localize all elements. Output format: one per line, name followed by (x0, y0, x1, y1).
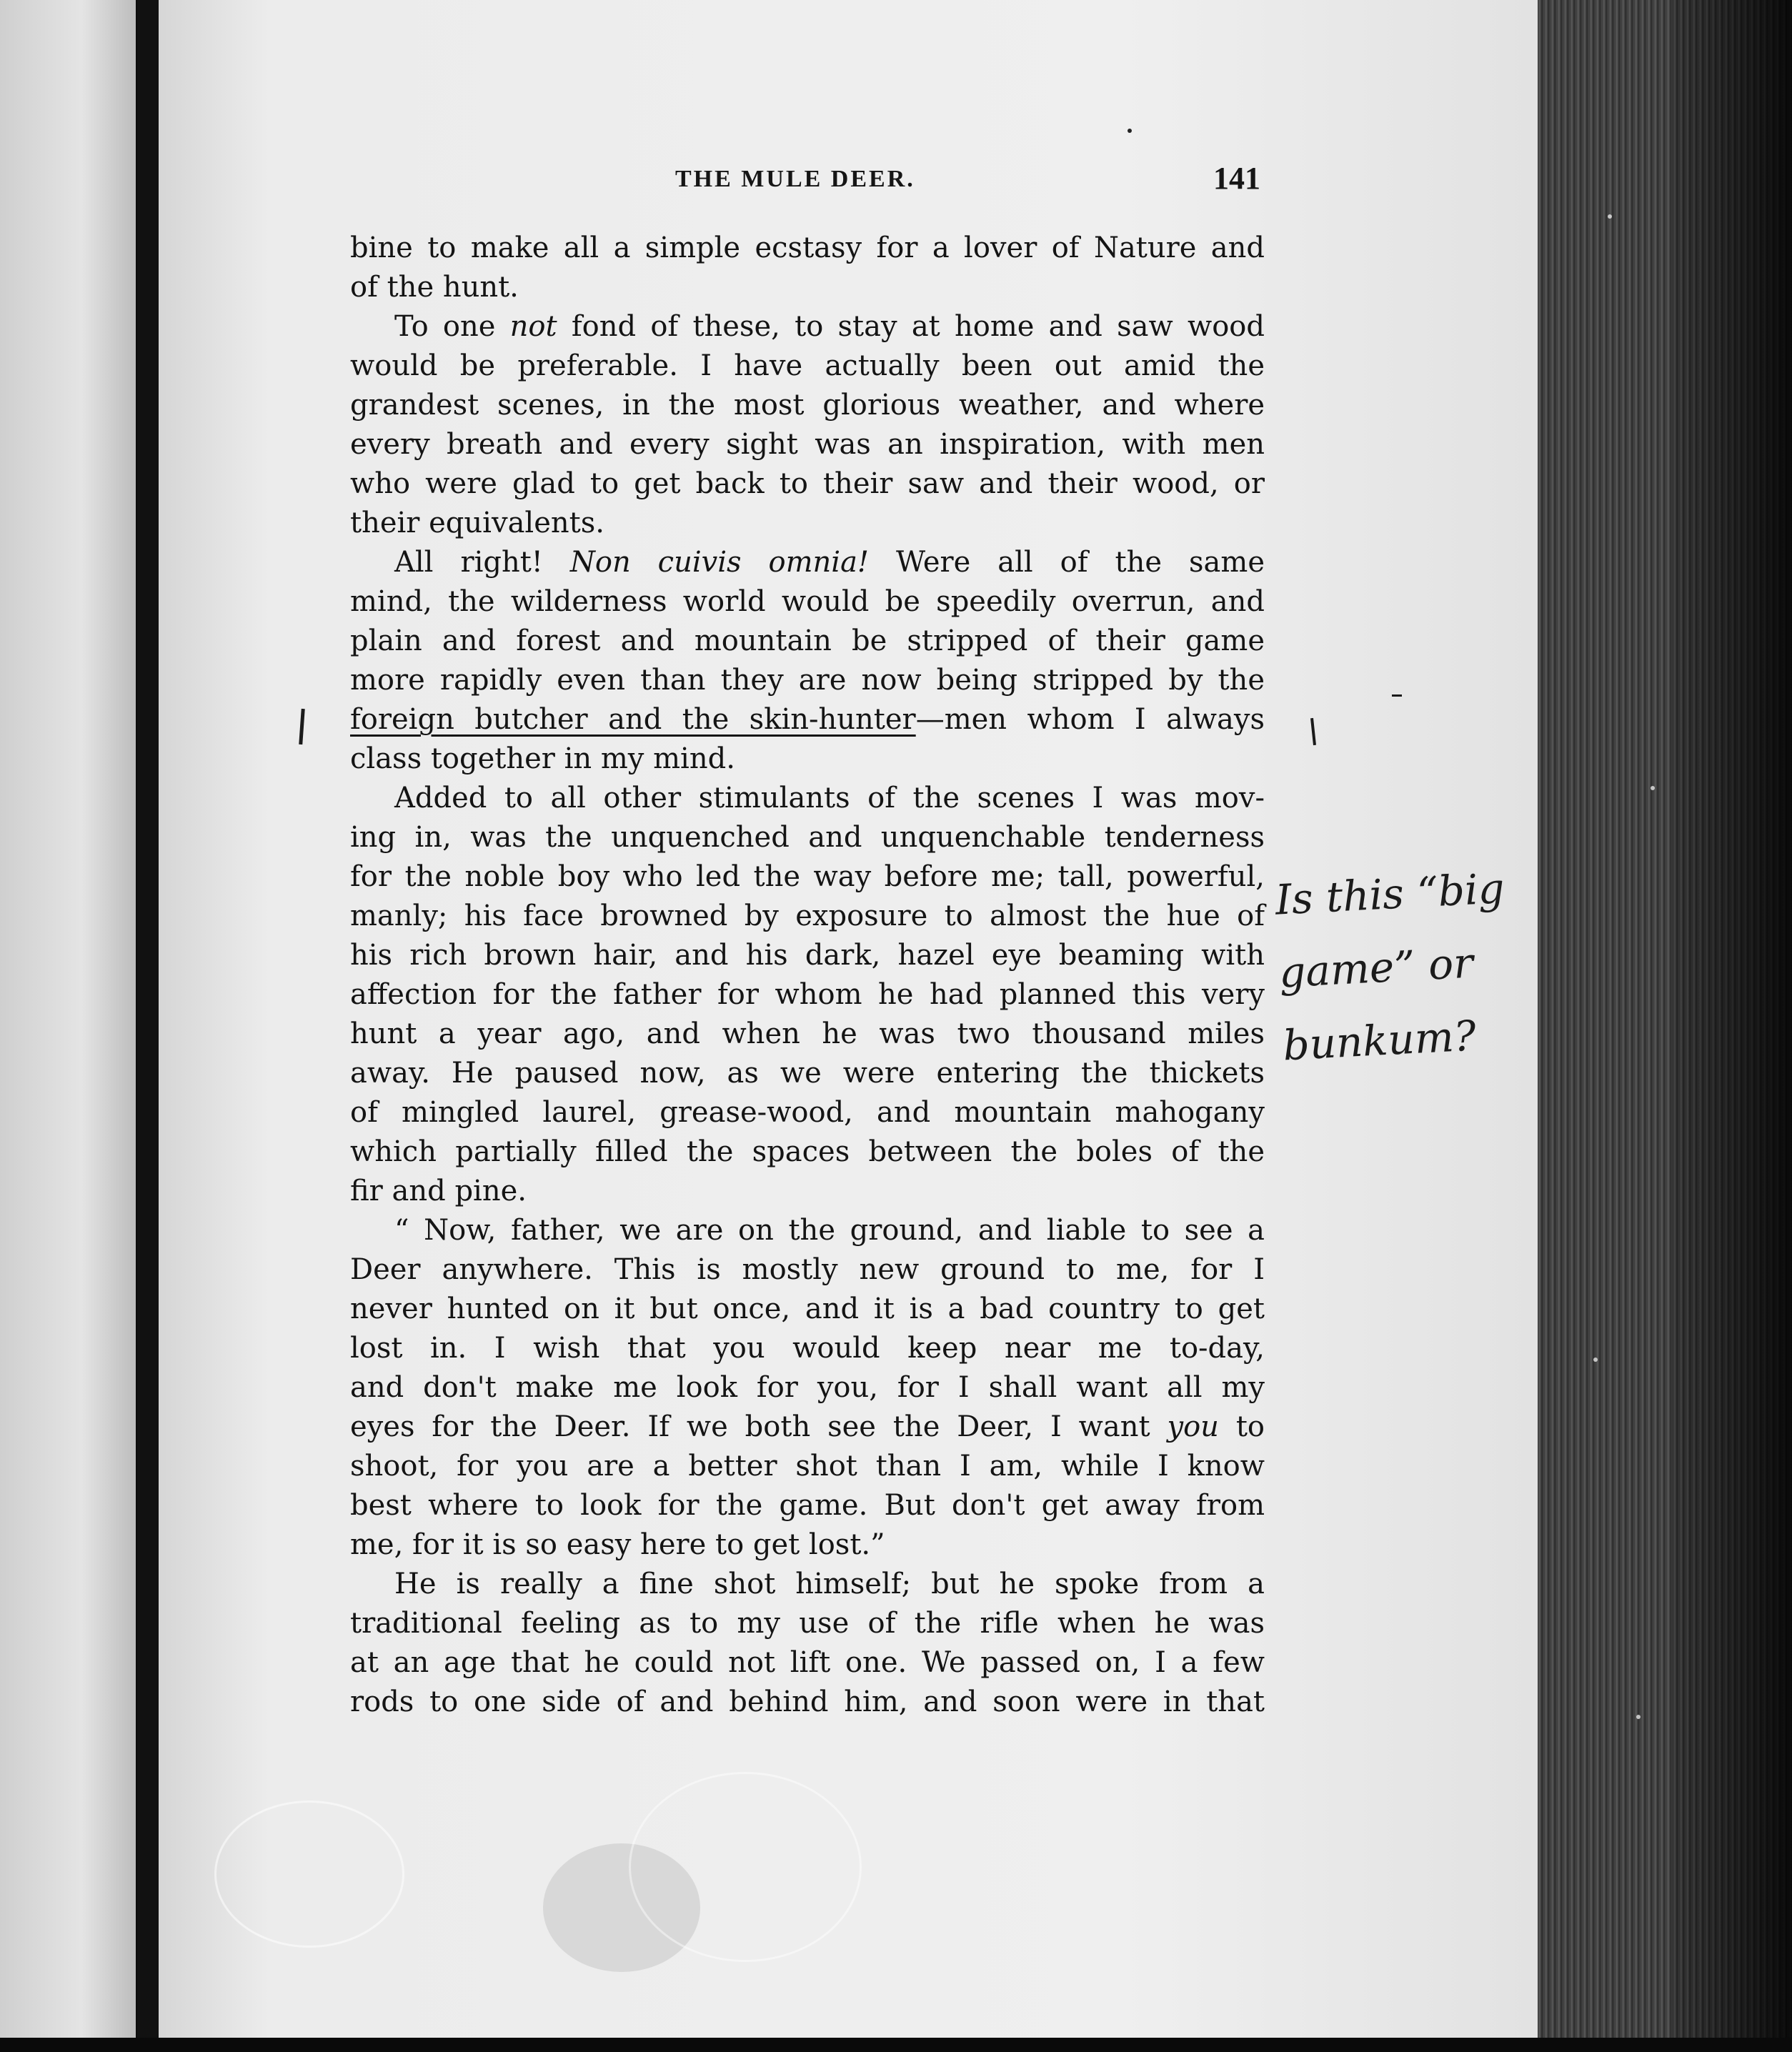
italic-word: not (509, 310, 557, 343)
text-line: best where to look for the game. But don't get away from (350, 1489, 1265, 1522)
text-line: shoot, for you are a better shot than I am, while I know (350, 1450, 1265, 1483)
text-line: class together in my mind. (350, 742, 735, 775)
text-line (350, 700, 1265, 739)
underlined-phrase: foreign butcher and the skin-hunter (350, 703, 916, 736)
text-line: eyes for the Deer. If we both see the Deer, I want you to (350, 1410, 1265, 1443)
text-line: He is really a fine shot himself; but he spoke from a (394, 1568, 1265, 1600)
text-line: grandest scenes, in the most glorious weather, and where (350, 389, 1265, 422)
text-line: traditional feeling as to my use of the rifle when he was (350, 1607, 1265, 1640)
note-line: Is this “big (1274, 864, 1506, 925)
text-line: Added to all other stimulants of the scenes I was mov- (394, 782, 1265, 815)
text-line: plain and forest and mountain be stripped of their game (350, 624, 1265, 657)
ink-speck (1128, 129, 1132, 133)
dust-speck (1636, 1715, 1641, 1719)
italic-phrase: Non cuivis omnia! (569, 546, 870, 579)
scratch-mark (214, 1801, 404, 1948)
text-line: manly; his face browned by exposure to almost the hue of (350, 900, 1265, 932)
note-line: game” or (1278, 938, 1475, 997)
text-line: of the hunt. (350, 271, 519, 304)
text-line: for the noble boy who led the way before me; tall, powerful, (350, 860, 1265, 893)
text-line: hunt a year ago, and when he was two thousand miles (350, 1017, 1265, 1050)
scan-bottom-edge (0, 2038, 1792, 2052)
text-line: fir and pine. (350, 1175, 527, 1207)
dust-speck (1593, 1358, 1598, 1362)
text-line: bine to make all a simple ecstasy for a lover of Nature and (350, 231, 1265, 264)
text-line: and don't make me look for you, for I shall want all my (350, 1371, 1265, 1404)
fore-edge-shadow (1672, 0, 1792, 2052)
italic-word: you (1167, 1410, 1219, 1443)
text-line: of mingled laurel, grease-wood, and mountain mahogany (350, 1096, 1265, 1129)
text-line: ing in, was the unquenched and unquenchable tenderness (350, 821, 1265, 854)
text-line: never hunted on it but once, and it is a bad country to get (350, 1293, 1265, 1325)
text-run: —men whom I always (915, 703, 1265, 736)
text-line: mind, the wilderness world would be speedily overrun, and (350, 585, 1265, 618)
text-line: lost in. I wish that you would keep near me to-day, (350, 1332, 1265, 1365)
text-line: which partially filled the spaces between the boles of the (350, 1135, 1265, 1168)
body-text (350, 229, 1265, 1722)
running-head: THE MULE DEER. (675, 166, 915, 192)
note-line: bunkum? (1281, 1011, 1478, 1070)
book-gutter (137, 0, 159, 2052)
text-line: me, for it is so easy here to get lost.” (350, 1528, 885, 1561)
text-line: rods to one side of and behind him, and soon were in that (350, 1685, 1265, 1718)
text-line: more rapidly even than they are now being stripped by the (350, 664, 1265, 697)
scratch-mark (629, 1772, 862, 1962)
text-line: Deer anywhere. This is mostly new ground to me, for I (350, 1253, 1265, 1286)
text-line: To one not fond of these, to stay at home and saw wood (394, 310, 1265, 343)
text-line: All right! Non cuivis omnia! Were all of the same (394, 546, 1265, 579)
handwritten-margin-note (1273, 852, 1520, 1082)
text-line: who were glad to get back to their saw and their wood, or (350, 467, 1265, 500)
text-line: his rich brown hair, and his dark, hazel eye beaming with (350, 939, 1265, 972)
page-number: 141 (1213, 161, 1260, 196)
text-line: every breath and every sight was an inspiration, with men (350, 428, 1265, 461)
text-line: would be preferable. I have actually been out amid the (350, 349, 1265, 382)
dust-speck (1651, 786, 1655, 790)
dust-speck (1608, 214, 1612, 219)
text-line: at an age that he could not lift one. We passed on, I a few (350, 1646, 1265, 1679)
previous-page-edge (0, 0, 136, 2052)
text-line: affection for the father for whom he had planned this very (350, 978, 1265, 1011)
text-line: their equivalents. (350, 507, 604, 539)
text-line: away. He paused now, as we were entering the thickets (350, 1057, 1265, 1090)
margin-dash (1392, 694, 1402, 697)
text-line: “ Now, father, we are on the ground, and liable to see a (394, 1214, 1265, 1247)
